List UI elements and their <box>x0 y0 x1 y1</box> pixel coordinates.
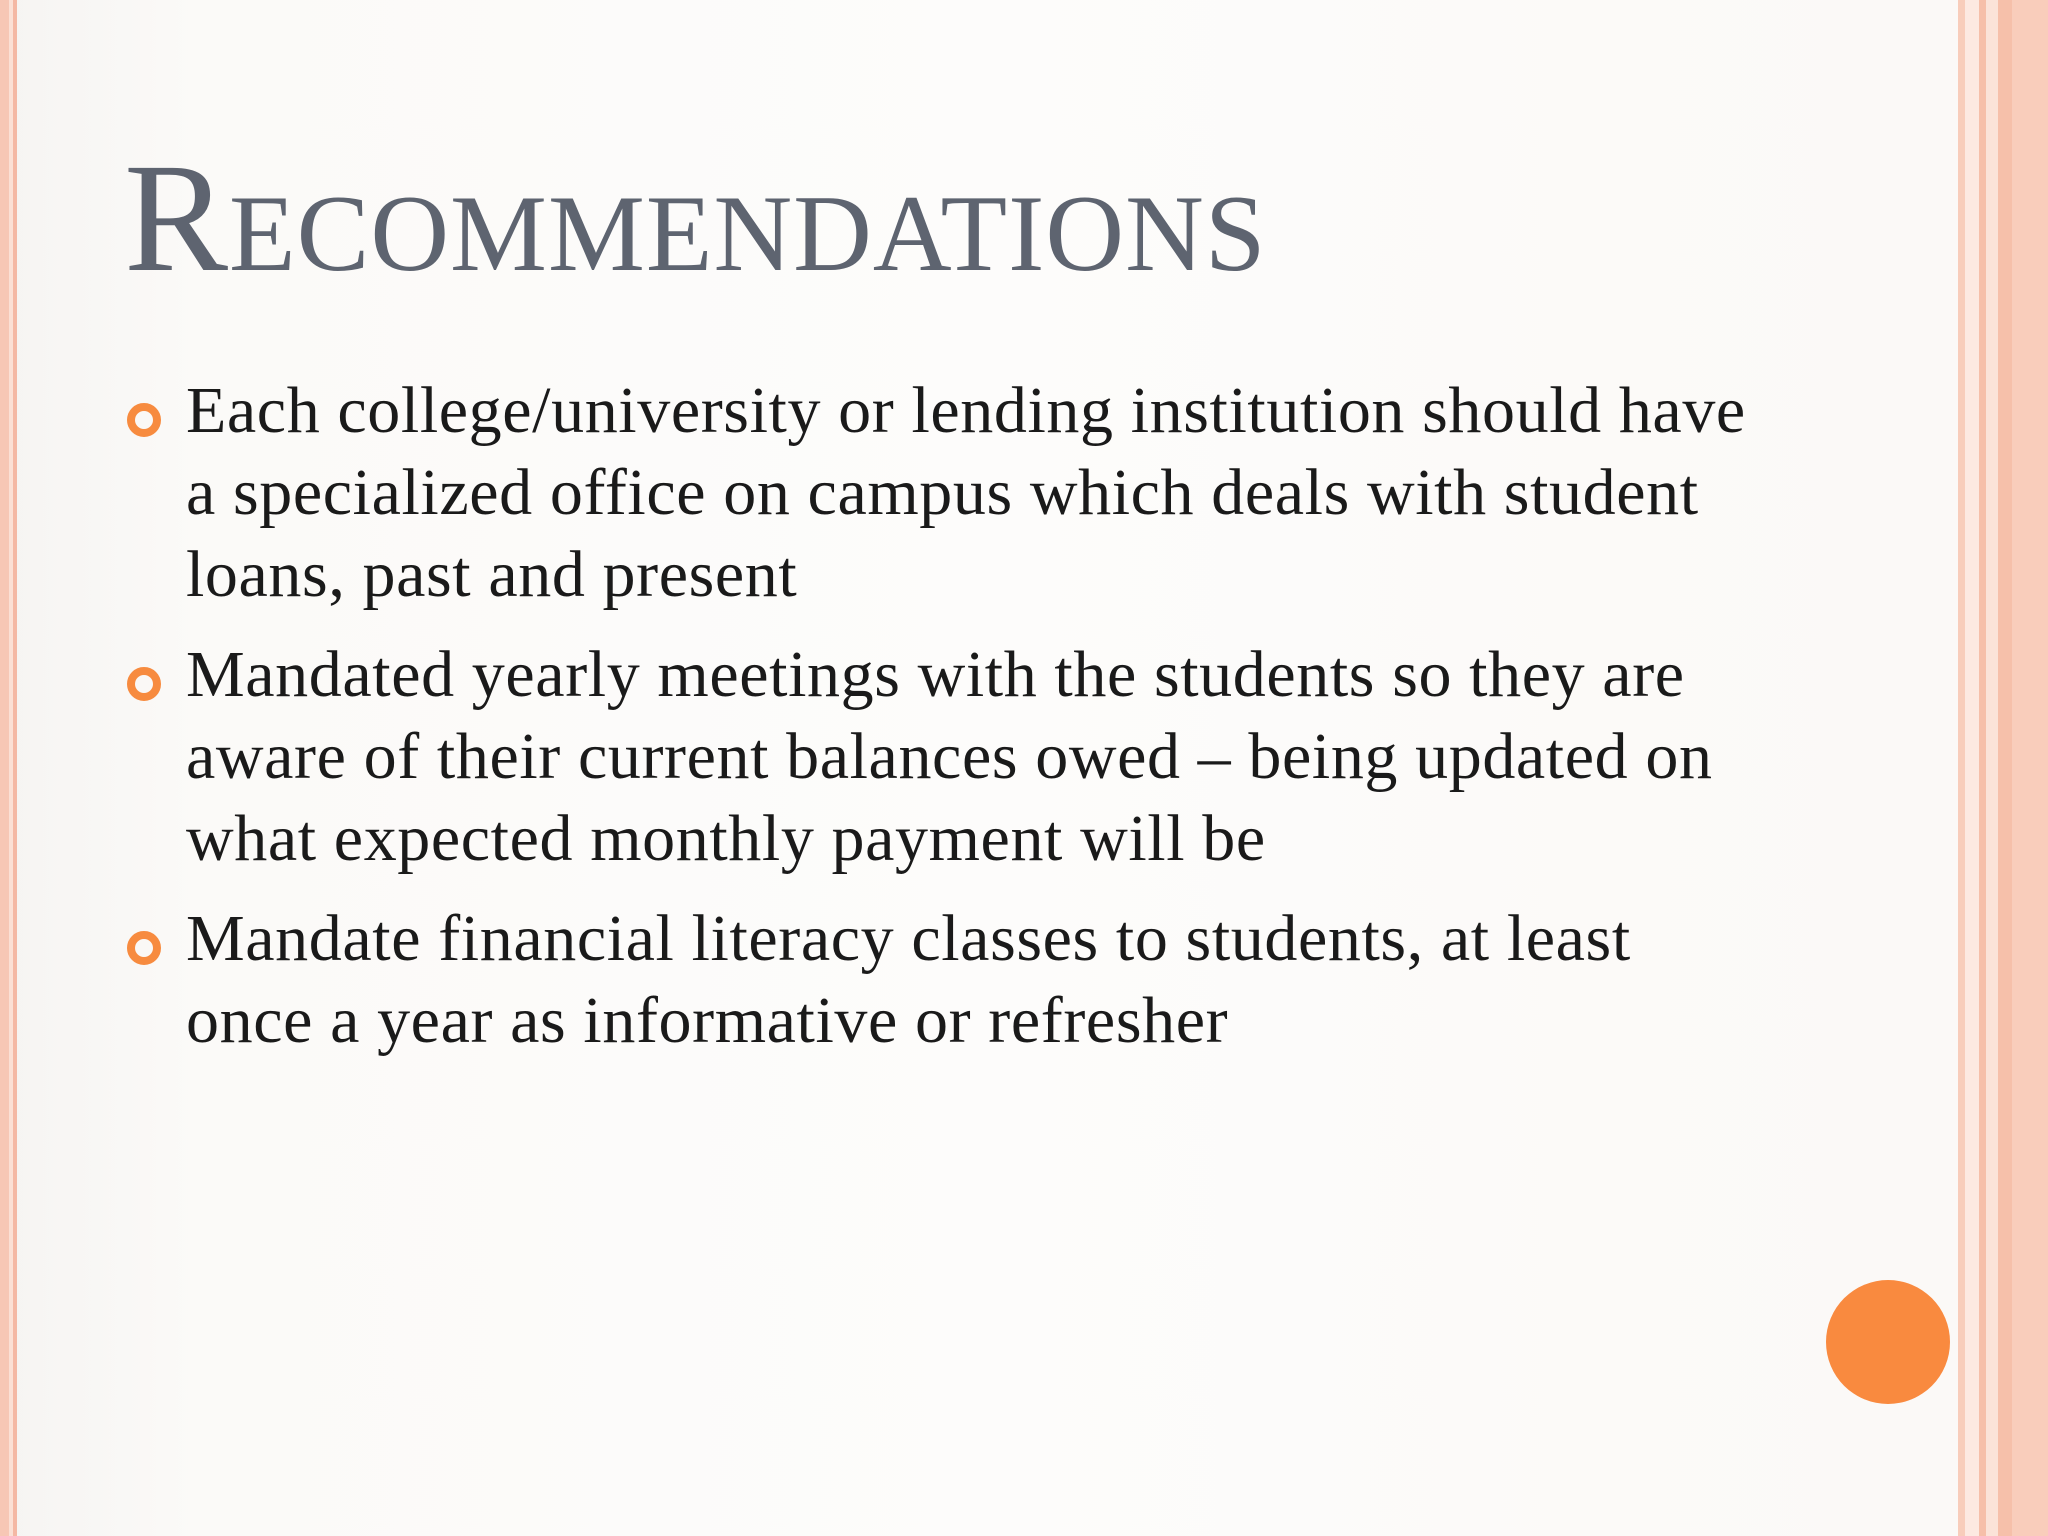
bullet-item <box>124 370 1764 616</box>
bullet-item <box>124 898 1764 1062</box>
bullet-circle-icon <box>127 667 161 701</box>
right-border-stripe <box>1965 0 1979 1536</box>
left-border-stripe <box>0 0 9 1536</box>
bullet-circle-icon <box>127 403 161 437</box>
right-border-stripe <box>2012 0 2048 1536</box>
right-border-stripe <box>1979 0 1986 1536</box>
bullet-list <box>124 370 1764 1080</box>
bullet-circle-icon <box>127 931 161 965</box>
bullet-text: Each college/university or lending institution should have a specialized office on campus which deals with student loans, past and present <box>186 374 1746 611</box>
decorative-circle-icon <box>1826 1280 1950 1404</box>
bullet-text: Mandated yearly meetings with the students so they are aware of their current balances owed – being updated on what expected monthly payment will be <box>186 638 1713 875</box>
right-border-stripe <box>1998 0 2012 1536</box>
right-border-stripe <box>1958 0 1965 1536</box>
right-border-stripe <box>1986 0 1998 1536</box>
slide-title: Recommendations <box>124 131 1267 304</box>
bullet-text: Mandate financial literacy classes to students, at least once a year as informative or refresher <box>186 902 1631 1057</box>
left-border-stripe <box>13 0 17 1536</box>
bullet-item <box>124 634 1764 880</box>
